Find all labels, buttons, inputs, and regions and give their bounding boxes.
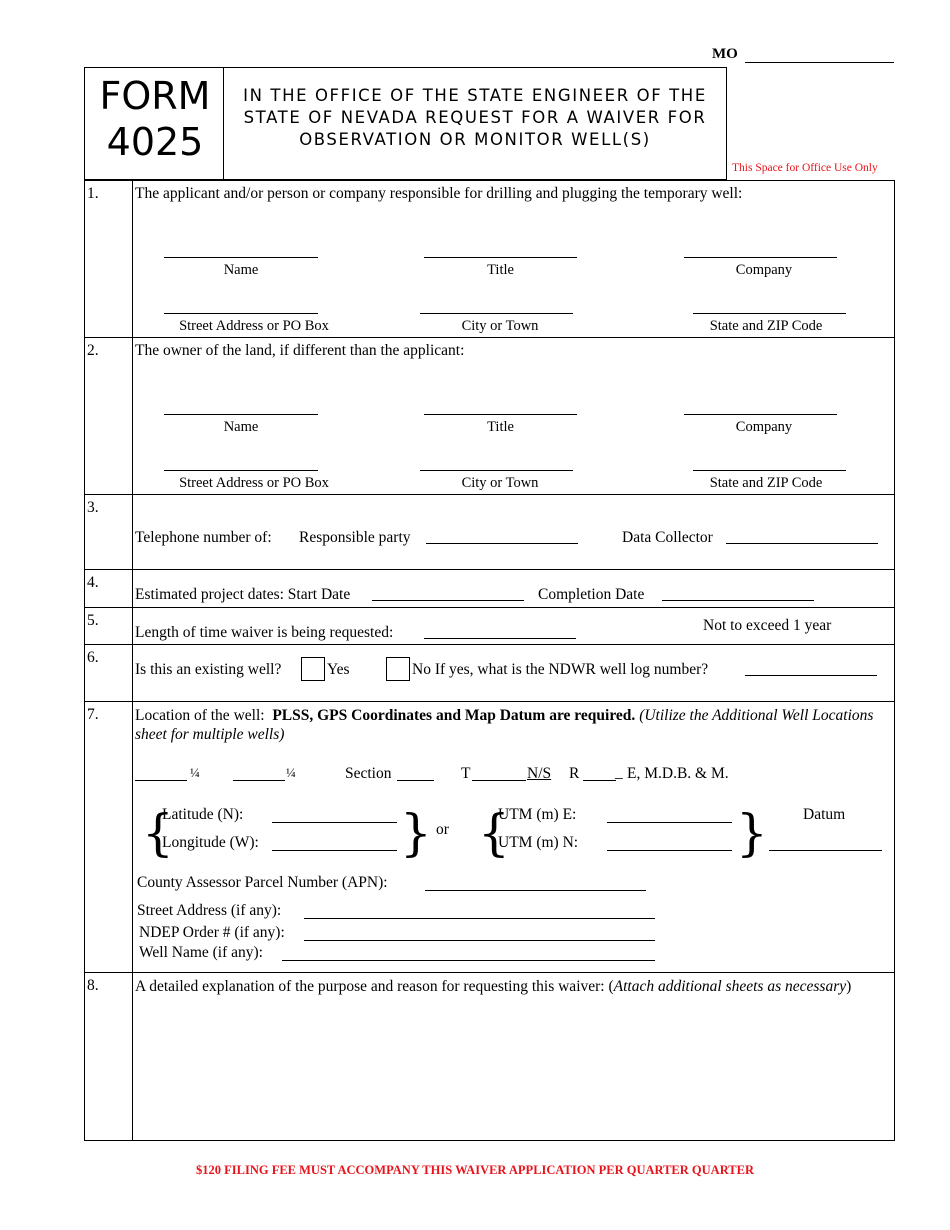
completion-date-field[interactable]: [662, 600, 814, 601]
ndep-order-field[interactable]: [304, 940, 655, 941]
form-word: FORM: [99, 74, 211, 118]
datum-field[interactable]: [769, 850, 882, 851]
explanation-text: A detailed explanation of the purpose and reason for requesting this waiver: (: [135, 978, 614, 995]
section-label: Section: [345, 765, 392, 782]
title-line-2: STATE OF NEVADA REQUEST FOR A WAIVER FOR: [243, 108, 707, 127]
applicant-state-zip-field[interactable]: [693, 313, 846, 314]
waiver-length-field[interactable]: [424, 638, 576, 639]
quarter-2-symbol: ¼: [286, 765, 296, 780]
telephone-label: Telephone number of:: [135, 529, 272, 546]
section-2-text: The owner of the land, if different than the applicant:: [135, 342, 465, 359]
section-3-number: 3.: [87, 499, 99, 516]
owner-state-zip-field[interactable]: [693, 470, 846, 471]
right-brace-icon: }: [736, 804, 768, 862]
applicant-city-label: City or Town: [461, 318, 539, 334]
apn-field[interactable]: [425, 890, 646, 891]
township-field[interactable]: [472, 780, 526, 781]
range-field[interactable]: [583, 780, 616, 781]
existing-well-no-label: No If yes, what is the NDWR well log number?: [412, 661, 709, 678]
quarter-2-field[interactable]: [233, 780, 285, 781]
form-title-box: [223, 67, 727, 180]
latitude-label: Latitude (N):: [162, 806, 244, 823]
owner-name-field[interactable]: [164, 414, 318, 415]
owner-company-label: Company: [735, 419, 793, 435]
explanation-area[interactable]: [135, 1020, 891, 1136]
section-field[interactable]: [397, 780, 434, 781]
start-date-label: Estimated project dates: Start Date: [135, 586, 351, 603]
section-6-number: 6.: [87, 649, 99, 666]
applicant-title-field[interactable]: [424, 257, 577, 258]
owner-name-label: Name: [223, 419, 259, 435]
owner-company-field[interactable]: [684, 414, 837, 415]
well-name-field[interactable]: [282, 960, 655, 961]
owner-street-label: Street Address or PO Box: [179, 475, 329, 491]
ndep-order-label: NDEP Order # (if any):: [139, 924, 285, 941]
completion-date-label: Completion Date: [538, 586, 645, 603]
longitude-label: Longitude (W):: [162, 834, 259, 851]
section-2-number: 2.: [87, 342, 99, 359]
street-address-field[interactable]: [304, 918, 655, 919]
location-required: PLSS, GPS Coordinates and Map Datum are required.: [272, 707, 636, 724]
well-name-label: Well Name (if any):: [139, 944, 263, 961]
section-4-number: 4.: [87, 574, 99, 591]
existing-well-question: Is this an existing well?: [135, 661, 282, 678]
owner-state-zip-label: State and ZIP Code: [709, 475, 823, 491]
title-line-1: IN THE OFFICE OF THE STATE ENGINEER OF THE: [243, 86, 707, 105]
row-divider: [84, 644, 895, 645]
responsible-party-label: Responsible party: [299, 529, 411, 546]
owner-street-field[interactable]: [164, 470, 318, 471]
applicant-name-label: Name: [223, 262, 259, 278]
waiver-length-label: Length of time waiver is being requested:: [135, 624, 394, 641]
row-divider: [84, 569, 895, 570]
title-line-3: OBSERVATION OR MONITOR WELL(S): [299, 130, 651, 149]
applicant-state-zip-label: State and ZIP Code: [709, 318, 823, 334]
left-brace-icon: {: [142, 804, 174, 862]
existing-well-yes-label: Yes: [327, 661, 350, 678]
latitude-field[interactable]: [272, 822, 397, 823]
number-column-divider: [132, 180, 133, 1141]
applicant-company-field[interactable]: [684, 257, 837, 258]
existing-well-yes-checkbox[interactable]: [301, 657, 325, 681]
applicant-street-label: Street Address or PO Box: [179, 318, 329, 334]
data-collector-phone-field[interactable]: [726, 543, 878, 544]
explanation-instructions: [135, 977, 870, 996]
start-date-field[interactable]: [372, 600, 524, 601]
range-underscore: _: [615, 764, 623, 781]
right-brace-icon: }: [400, 804, 432, 862]
section-1-number: 1.: [87, 185, 99, 202]
utm-e-field[interactable]: [607, 822, 732, 823]
mo-field[interactable]: [745, 62, 894, 63]
row-divider: [84, 494, 895, 495]
left-brace-icon: {: [478, 804, 510, 862]
row-divider: [84, 972, 895, 973]
longitude-field[interactable]: [272, 850, 397, 851]
meridian-label: E, M.D.B. & M.: [627, 765, 729, 782]
well-log-number-field[interactable]: [745, 675, 877, 676]
filing-fee-notice: $120 FILING FEE MUST ACCOMPANY THIS WAIVER APPLICATION PER QUARTER QUARTER: [196, 1163, 754, 1177]
township-ns-label: N/S: [527, 765, 552, 782]
utm-n-label: UTM (m) N:: [498, 834, 579, 851]
form-number: 4025: [106, 120, 204, 164]
section-8-number: 8.: [87, 977, 99, 994]
row-divider: [84, 607, 895, 608]
owner-city-label: City or Town: [461, 475, 539, 491]
office-use-note: This Space for Office Use Only: [732, 162, 878, 174]
applicant-title-label: Title: [487, 262, 514, 278]
quarter-1-field[interactable]: [135, 780, 187, 781]
datum-label: Datum: [803, 806, 846, 823]
form-number-box: [84, 67, 224, 180]
township-label: T: [461, 765, 471, 782]
waiver-length-note: Not to exceed 1 year: [703, 617, 832, 634]
applicant-name-field[interactable]: [164, 257, 318, 258]
data-collector-label: Data Collector: [622, 529, 713, 546]
section-5-number: 5.: [87, 612, 99, 629]
utm-n-field[interactable]: [607, 850, 732, 851]
applicant-city-field[interactable]: [420, 313, 573, 314]
owner-title-label: Title: [487, 419, 514, 435]
row-divider: [84, 337, 895, 338]
section-7-number: 7.: [87, 706, 99, 723]
location-prefix: Location of the well:: [135, 707, 265, 724]
section-1-text: The applicant and/or person or company responsible for drilling and plugging the temporary well:: [135, 185, 743, 202]
mo-label: MO: [712, 46, 738, 62]
explanation-close: ): [846, 978, 852, 995]
owner-title-field[interactable]: [424, 414, 577, 415]
owner-city-field[interactable]: [420, 470, 573, 471]
row-divider: [84, 701, 895, 702]
location-note: (Utilize the Additional Well Locations sheet for multiple wells): [135, 707, 874, 743]
applicant-street-field[interactable]: [164, 313, 318, 314]
or-label: or: [436, 821, 449, 838]
range-label: R: [569, 765, 580, 782]
utm-e-label: UTM (m) E:: [498, 806, 577, 823]
explanation-italic: Attach additional sheets as necessary: [613, 978, 847, 995]
location-instructions: [135, 706, 887, 744]
existing-well-no-checkbox[interactable]: [386, 657, 410, 681]
applicant-company-label: Company: [735, 262, 793, 278]
responsible-party-phone-field[interactable]: [426, 543, 578, 544]
apn-label: County Assessor Parcel Number (APN):: [137, 874, 388, 891]
street-address-label: Street Address (if any):: [137, 902, 282, 919]
quarter-1-symbol: ¼: [190, 765, 200, 780]
